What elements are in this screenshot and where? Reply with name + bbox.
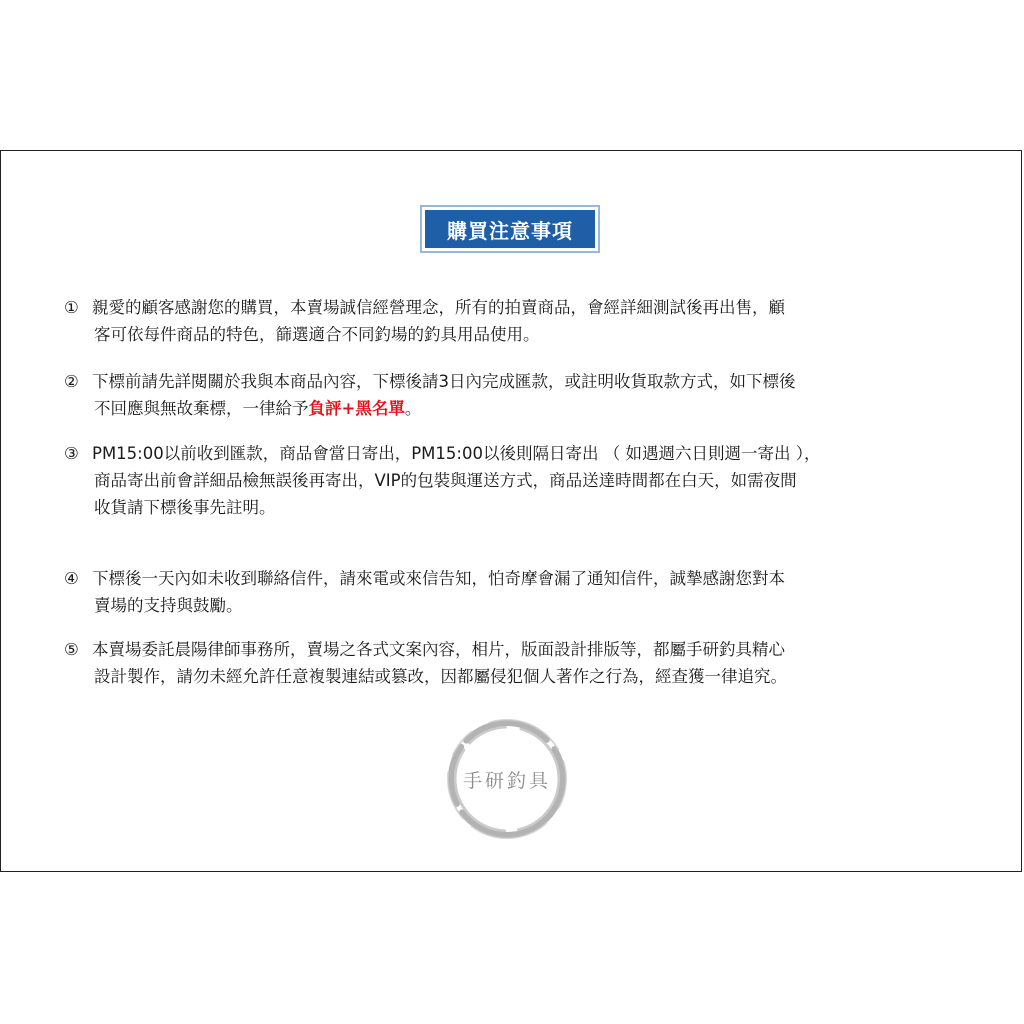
item-text-line: 客可依每件商品的特色，篩選適合不同釣場的釣具用品使用。	[94, 325, 540, 344]
item-marker: ⑤	[64, 640, 79, 659]
notice-item-3	[64, 440, 969, 521]
notice-item-4	[64, 565, 969, 619]
item-text-line: 商品寄出前會詳細品檢無誤後再寄出，VIP的包裝與運送方式，商品送達時間都在白天，如需夜間	[94, 471, 797, 490]
item-text-line: 賣場的支持與鼓勵。	[94, 596, 243, 615]
item-marker: ①	[64, 298, 79, 317]
seal-text: 手研釣具	[462, 770, 552, 792]
notice-item-5	[64, 636, 969, 690]
item-marker: ③	[64, 444, 79, 463]
page-title: 購買注意事項	[425, 210, 595, 248]
item-text-line: PM15:00以前收到匯款，商品會當日寄出，PM15:00以後則隔日寄出 （ 如遇週六日則週一寄出 ），	[92, 444, 821, 463]
item-text-line: 收貨請下標後事先註明。	[94, 498, 276, 517]
item-text-line: 不回應與無故棄標，一律給予	[94, 399, 309, 418]
title-badge	[420, 205, 600, 253]
item-text-line: 本賣場委託晨陽律師事務所，賣場之各式文案內容，相片，版面設計排版等，都屬手研釣具精心	[92, 640, 785, 659]
item-text-line: 下標前請先詳閱關於我與本商品內容，下標後請3日內完成匯款，或註明收貨取款方式，如下標後	[92, 372, 796, 391]
item-text-line: 設計製作，請勿未經允許任意複製連結或篡改，因都屬侵犯個人著作之行為，經查獲一律追究。	[94, 667, 787, 686]
notice-item-2	[64, 368, 969, 422]
item-text-line: 下標後一天內如未收到聯絡信件，請來電或來信告知，怕奇摩會漏了通知信件，誠摯感謝您對本	[92, 569, 785, 588]
warning-text: 負評+黑名單	[308, 399, 405, 418]
item-marker: ②	[64, 372, 79, 391]
brand-seal	[440, 712, 574, 846]
item-text-line: 。	[404, 399, 422, 418]
item-marker: ④	[64, 569, 79, 588]
item-text-line: 親愛的顧客感謝您的購買，本賣場誠信經營理念，所有的拍賣商品，會經詳細測試後再出售，顧	[92, 298, 785, 317]
notice-item-1	[64, 294, 969, 348]
seal-brush-circle	[440, 712, 574, 846]
